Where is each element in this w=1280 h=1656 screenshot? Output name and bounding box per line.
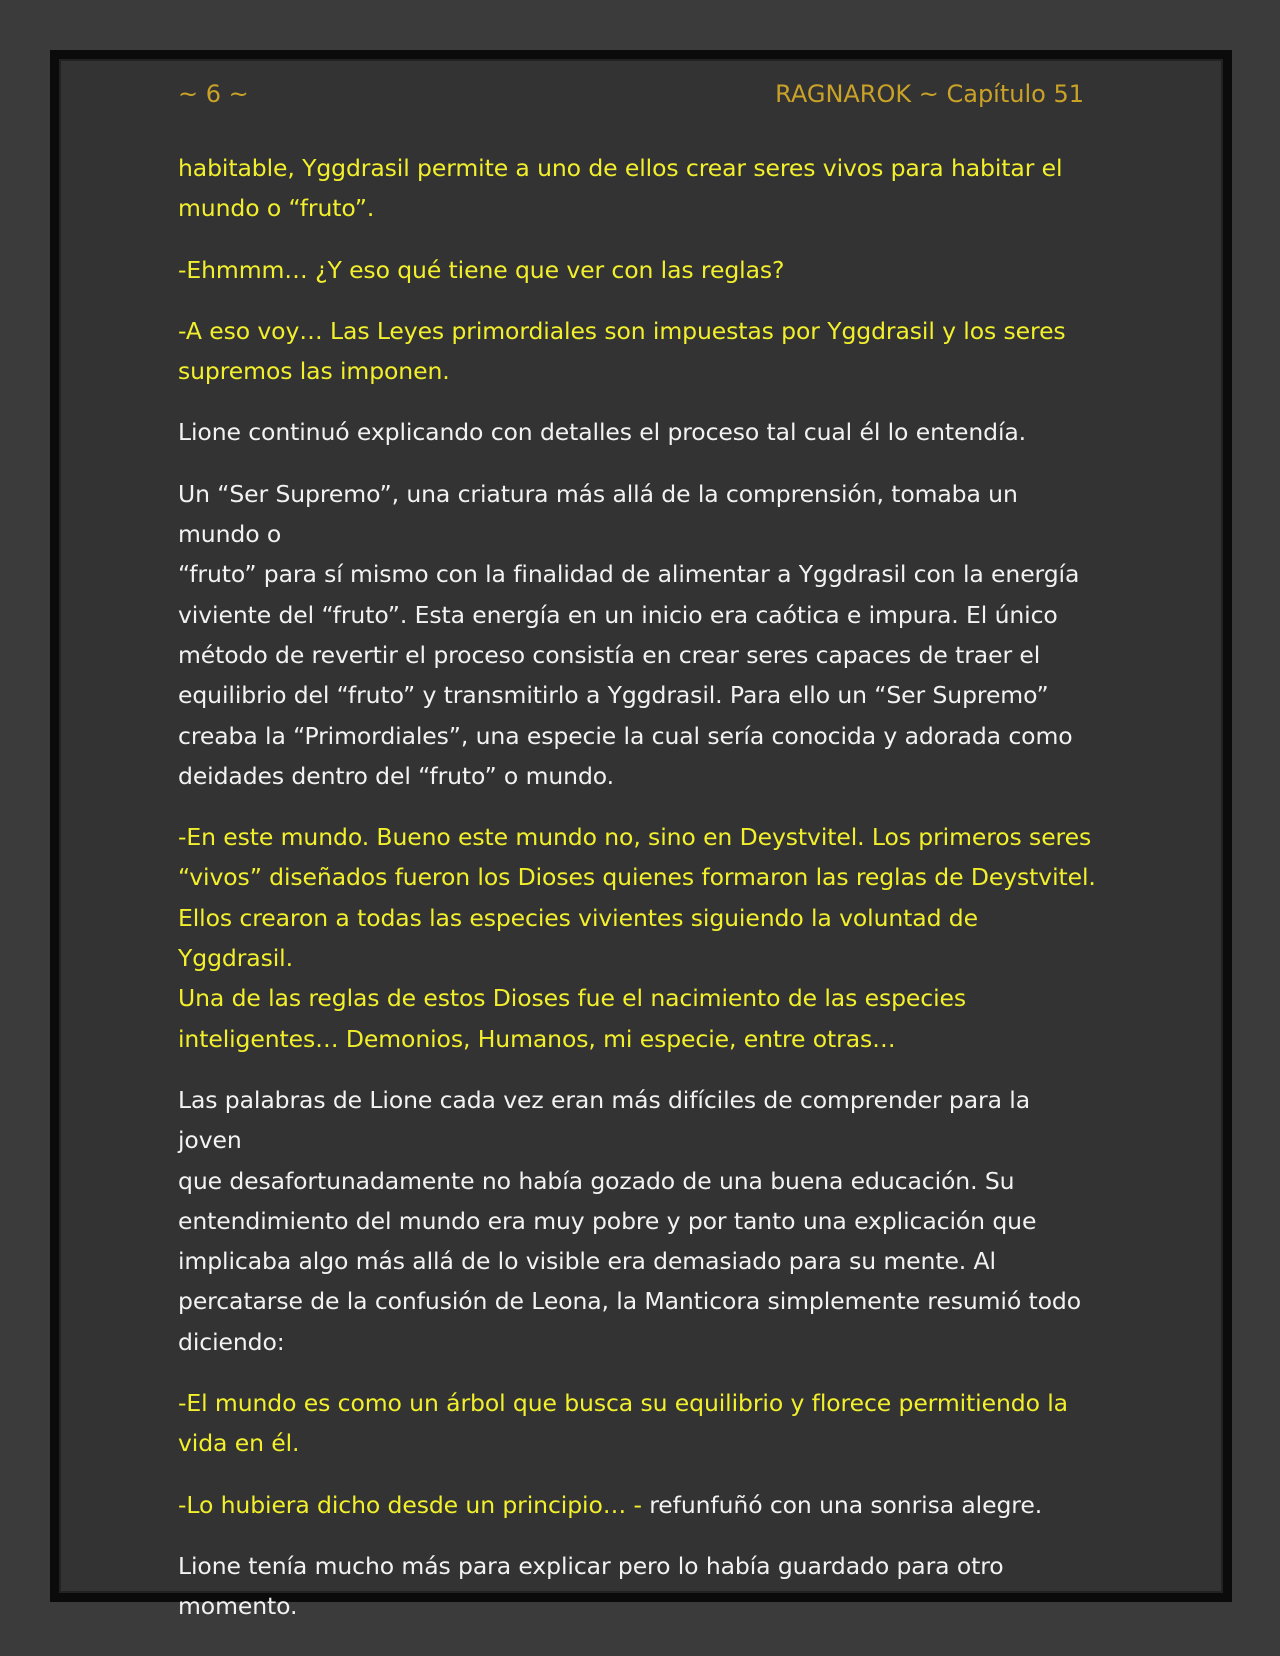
paragraph-dialogue [178,250,1098,290]
text-line: “fruto” para sí mismo con la finalidad de alimentar a Yggdrasil con la energía [178,560,1080,589]
text-line: -El mundo es como un árbol que busca su equilibrio y florece permitiendo la [178,1389,1068,1418]
paragraph-dialogue [178,817,1098,1059]
paragraph-narration [178,412,1098,452]
narration-text: refunfuñó con una sonrisa alegre. [649,1490,1043,1519]
text-line: Las palabras de Lione cada vez eran más difíciles de comprender para la joven [178,1085,1031,1155]
text-line: vida en él. [178,1429,300,1458]
text-line: entendimiento del mundo era muy pobre y por tanto una explicación que [178,1206,1037,1235]
text-line: equilibrio del “fruto” y transmitirlo a Yggdrasil. Para ello un “Ser Supremo” [178,681,1049,710]
text-line: implicaba algo más allá de lo visible era demasiado para su mente. Al [178,1247,996,1276]
text-line: Lione continuó explicando con detalles el proceso tal cual él lo entendía. [178,418,1027,447]
text-line: inteligentes… Demonios, Humanos, mi especie, entre otras… [178,1024,896,1053]
text-line: “vivos” diseñados fueron los Dioses quienes formaron las reglas de Deystvitel. [178,863,1096,892]
paragraph-narration [178,1546,1098,1627]
text-line: Una de las reglas de estos Dioses fue el nacimiento de las especies [178,984,967,1013]
text-line: supremos las imponen. [178,357,450,386]
text-line: que desafortunadamente no había gozado de una buena educación. Su [178,1166,1015,1195]
text-line: viviente del “fruto”. Esta energía en un inicio era caótica e impura. El único [178,600,1058,629]
paragraph-dialogue [178,311,1098,392]
page-body [178,148,1098,1648]
text-line: percatarse de la confusión de Leona, la Manticora simplemente resumió todo [178,1287,1081,1316]
text-line: creaba la “Primordiales”, una especie la cual sería conocida y adorada como [178,721,1073,750]
text-line: -En este mundo. Bueno este mundo no, sino en Deystvitel. Los primeros seres [178,823,1092,852]
text-line: Lione tenía mucho más para explicar pero lo había guardado para otro [178,1551,1004,1580]
page-number: ~ 6 ~ [178,80,249,108]
text-line: habitable, Yggdrasil permite a uno de ellos crear seres vivos para habitar el [178,154,1063,182]
text-line: mundo o “fruto”. [178,194,375,223]
paragraph-narration [178,474,1098,796]
chapter-title: RAGNAROK ~ Capítulo 51 [775,80,1084,108]
text-line: Ellos crearon a todas las especies vivientes siguiendo la voluntad de Yggdrasil. [178,903,978,973]
text-line: deidades dentro del “fruto” o mundo. [178,761,615,790]
text-line: -A eso voy… Las Leyes primordiales son impuestas por Yggdrasil y los seres [178,316,1066,345]
text-line: Un “Ser Supremo”, una criatura más allá de la comprensión, tomaba un mundo o [178,479,1018,549]
text-line: -Ehmmm… ¿Y eso qué tiene que ver con las reglas? [178,255,785,284]
paragraph-narration [178,1080,1098,1362]
dialogue-text: -Lo hubiera dicho desde un principio… - [178,1490,650,1519]
paragraph-dialogue [178,148,1098,229]
paragraph-dialogue [178,1383,1098,1464]
text-line: diciendo: [178,1327,285,1356]
text-line: método de revertir el proceso consistía en crear seres capaces de traer el [178,640,1041,669]
page-header [178,80,1084,110]
text-line: momento. [178,1592,298,1621]
paragraph-mixed [178,1485,1098,1525]
